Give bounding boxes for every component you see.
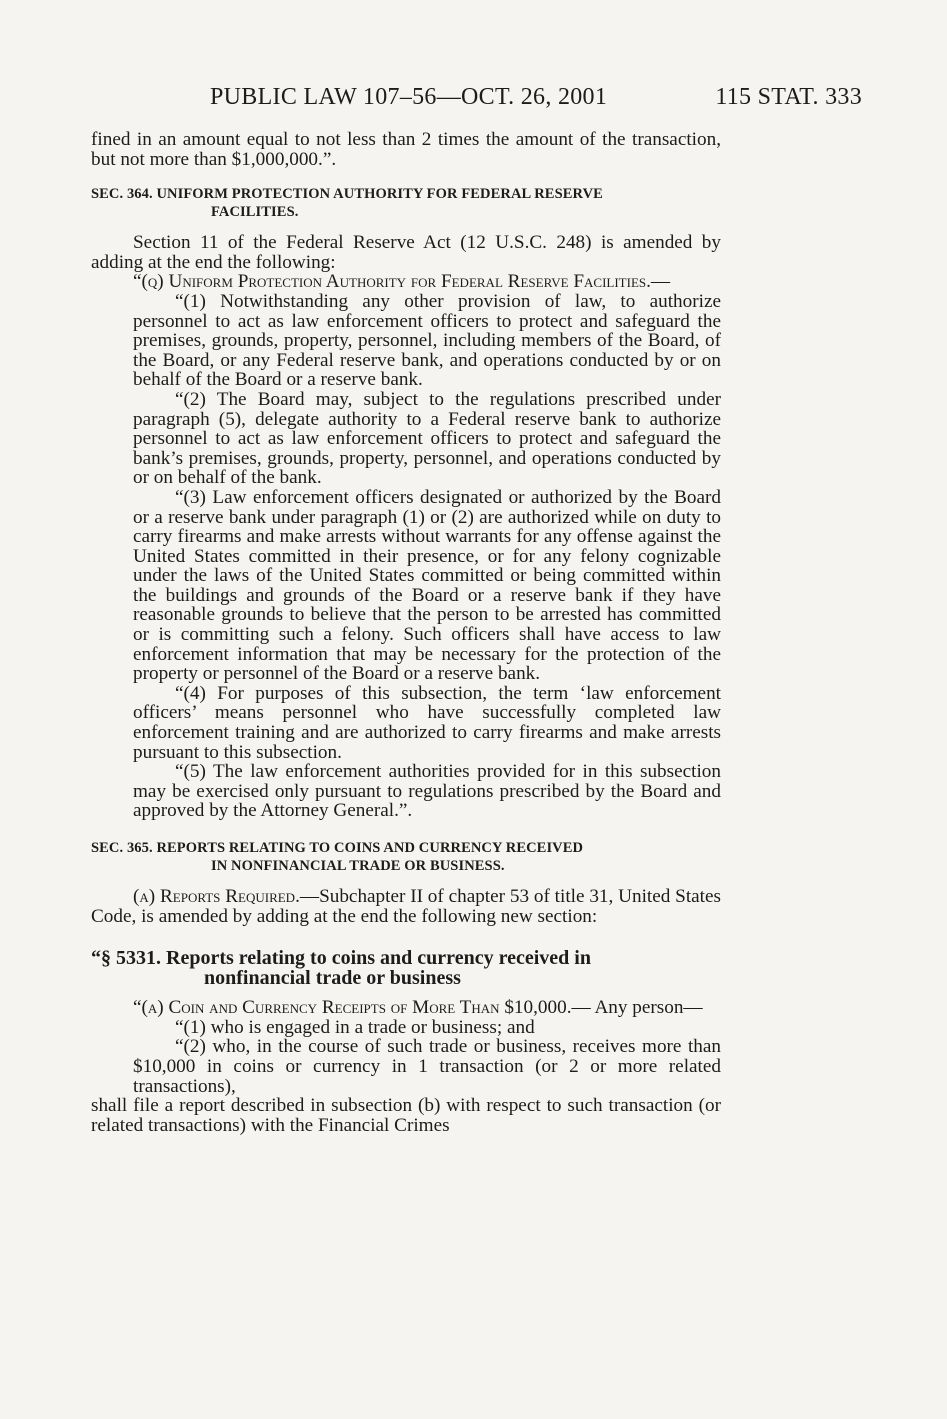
running-head [0, 84, 947, 114]
running-title: PUBLIC LAW 107–56—OCT. 26, 2001 [210, 84, 608, 110]
sec-365-heading-line2: IN NONFINANCIAL TRADE OR BUSINESS. [211, 858, 505, 874]
section-5331-subsection-a [91, 998, 721, 1018]
page-reference: 115 STAT. 333 [715, 84, 862, 110]
sec-364-paragraphs [91, 292, 721, 821]
document-body [91, 130, 721, 1135]
sec-364-heading [91, 185, 721, 221]
section-5331-item-2: “(2) who, in the course of such trade or business, receives more than $10,000 in coins or currency in 1 transaction (or 2 or more related transactions), [133, 1036, 721, 1097]
section-5331-subsection-a-title: “(a) Coin and Currency Receipts of More Than $10,000.— [133, 997, 591, 1019]
sec-365-heading-line1: SEC. 365. REPORTS RELATING TO COINS AND CURRENCY RECEIVED [91, 840, 584, 856]
sec-365-subsection-a-text: Subchapter II of chapter 53 of title 31, United States Code, is amended by adding at the end the following new section: [91, 886, 721, 927]
sec-364-heading-line2: FACILITIES. [211, 204, 299, 221]
section-5331-title [91, 948, 721, 988]
section-5331-title-line1: “§ 5331. Reports relating to coins and currency received in [91, 947, 591, 970]
sec-365-subsection-a [91, 887, 721, 926]
sec-365-subsection-a-label: (a) Reports Required.— [133, 886, 320, 907]
section-5331-item-1: “(1) who is engaged in a trade or business; and [175, 1016, 535, 1038]
section-5331-subsection-a-lead: Any person— [594, 997, 703, 1019]
sec-365-heading [91, 839, 721, 875]
sec-364-paragraph-5: “(5) The law enforcement authorities provided for in this subsection may be exercised only pursuant to regulations prescribed by the Board and approved by the Attorney General.”. [133, 761, 721, 822]
sec-364-subsection-title: “(q) Uniform Protection Authority for Federal Reserve Facilities.— [133, 271, 671, 293]
sec-364-paragraph-3: “(3) Law enforcement officers designated or authorized by the Board or a reserve bank under paragraph (1) or (2) are authorized while on duty to carry firearms and make arrests without warrants for any offense against the United States committed in their presence, or for any felony cognizable under the laws of the United States committed or being committed within the buildings and grounds of the Board or a reserve bank if they have reasonable grounds to believe that the person to be arrested has committed or is committing such a felony. Such officers shall have access to law enforcement information that may be necessary for the protection of the property or personnel of the Board or a reserve bank. [133, 486, 721, 685]
section-5331-closing: shall file a report described in subsection (b) with respect to such transaction (or related transactions) with the Financial Crimes [91, 1095, 721, 1136]
sec-364-intro: Section 11 of the Federal Reserve Act (12 U.S.C. 248) is amended by adding at the end the following: [91, 232, 721, 273]
section-5331-title-line2: nonfinancial trade or business [204, 967, 461, 990]
sec-364-paragraph-2: “(2) The Board may, subject to the regulations prescribed under paragraph (5), delegate authority to a Federal reserve bank to authorize personnel to act as law enforcement officers to protect and safeguard the bank’s premises, grounds, property, personnel, and operations conducted by or on behalf of the bank. [133, 388, 721, 489]
sec-364-heading-line1: SEC. 364. UNIFORM PROTECTION AUTHORITY FOR FEDERAL RESERVE [91, 186, 603, 203]
section-5331-items [91, 1018, 721, 1096]
carryover-paragraph: fined in an amount equal to not less than 2 times the amount of the transaction, but not more than $1,000,000.”. [91, 129, 721, 170]
sec-364-paragraph-4: “(4) For purposes of this subsection, the term ‘law enforcement officers’ means personnel who have successfully completed law enforcement training and are authorized to carry firearms and make arrests pursuant to this subsection. [133, 682, 721, 763]
sec-364-paragraph-1: “(1) Notwithstanding any other provision of law, to authorize personnel to act as law enforcement officers to protect and safeguard the premises, grounds, property, personnel, including members of the Board, of the Board, or any Federal reserve bank, and operations conducted by or on behalf of the Board or a reserve bank. [133, 290, 721, 391]
